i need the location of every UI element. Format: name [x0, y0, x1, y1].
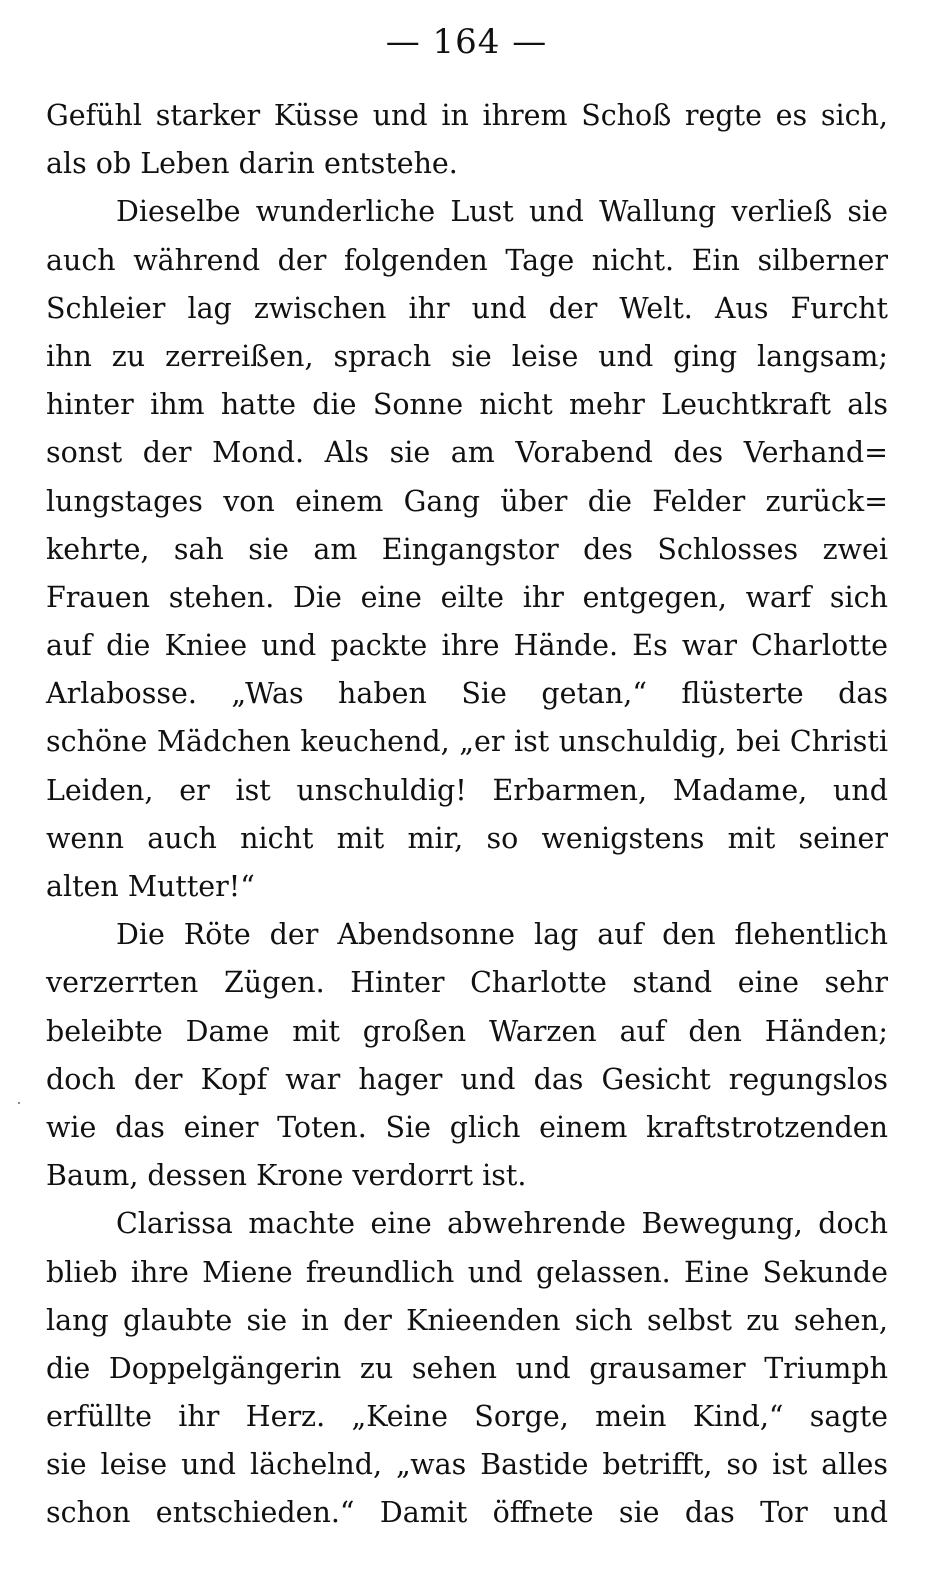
- text-line: als ob Leben darin entstehe.: [46, 147, 458, 181]
- paragraph: [46, 92, 888, 188]
- text-line: Frauen stehen. Die eine eilte ihr entgegen, warf sich: [46, 580, 888, 614]
- margin-speck: [18, 1102, 20, 1104]
- text-line: Leiden, er ist unschuldig! Erbarmen, Madame, und: [46, 773, 888, 807]
- text-line: alten Mutter!“: [46, 870, 255, 903]
- text-line: kehrte, sah sie am Eingangstor des Schlosses zwei: [46, 532, 888, 566]
- text-line: ihn zu zerreißen, sprach sie leise und ging langsam;: [46, 339, 888, 373]
- text-line: sie leise und lächelnd, „was Bastide betrifft, so ist alles: [46, 1448, 888, 1482]
- text-line: beleibte Dame mit großen Warzen auf den Händen;: [46, 1014, 888, 1048]
- text-line: Arlabosse. „Was haben Sie getan,“ flüsterte das: [46, 677, 888, 711]
- page-number: — 164 —: [385, 22, 548, 62]
- text-line: lang glaubte sie in der Knieenden sich selbst zu sehen,: [46, 1303, 888, 1337]
- text-line: Gefühl starker Küsse und in ihrem Schoß regte es sich,: [46, 99, 888, 132]
- text-line: erfüllte ihr Herz. „Keine Sorge, mein Kind,“ sagte: [46, 1400, 888, 1434]
- text-line: wenn auch nicht mit mir, so wenigstens mit seiner: [46, 821, 888, 855]
- text-line: Baum, dessen Krone verdorrt ist.: [46, 1159, 527, 1193]
- text-line: Die Röte der Abendsonne lag auf den flehentlich: [116, 918, 888, 952]
- text-line: doch der Kopf war hager und das Gesicht regungslos: [46, 1062, 888, 1096]
- paragraph: [46, 911, 888, 1200]
- text-line: blieb ihre Miene freundlich und gelassen. Eine Sekunde: [46, 1255, 888, 1289]
- text-line: Dieselbe wunderliche Lust und Wallung verließ sie: [116, 195, 888, 229]
- body-text: [46, 92, 888, 1538]
- text-line: lungstages von einem Gang über die Felder zurück=: [46, 484, 888, 518]
- text-line: auch während der folgenden Tage nicht. Ein silberner: [46, 243, 888, 277]
- text-line: Clarissa machte eine abwehrende Bewegung, doch: [116, 1207, 888, 1241]
- text-line: verzerrten Zügen. Hinter Charlotte stand eine sehr: [46, 966, 888, 1000]
- text-line: auf die Kniee und packte ihre Hände. Es war Charlotte: [46, 629, 888, 663]
- text-line: Schleier lag zwischen ihr und der Welt. Aus Furcht: [46, 291, 888, 325]
- text-line: wie das einer Toten. Sie glich einem kraftstrotzenden: [46, 1110, 888, 1144]
- text-line: schöne Mädchen keuchend, „er ist unschuldig, bei Christi: [46, 725, 888, 759]
- paragraph: [46, 188, 888, 911]
- text-line: die Doppelgängerin zu sehen und grausamer Triumph: [46, 1351, 888, 1385]
- text-line: sonst der Mond. Als sie am Vorabend des Verhand=: [46, 436, 888, 470]
- text-line: schon entschieden.“ Damit öffnete sie das Tor und: [46, 1496, 888, 1530]
- paragraph: [46, 1200, 888, 1537]
- text-line: hinter ihm hatte die Sonne nicht mehr Leuchtkraft als: [46, 388, 888, 422]
